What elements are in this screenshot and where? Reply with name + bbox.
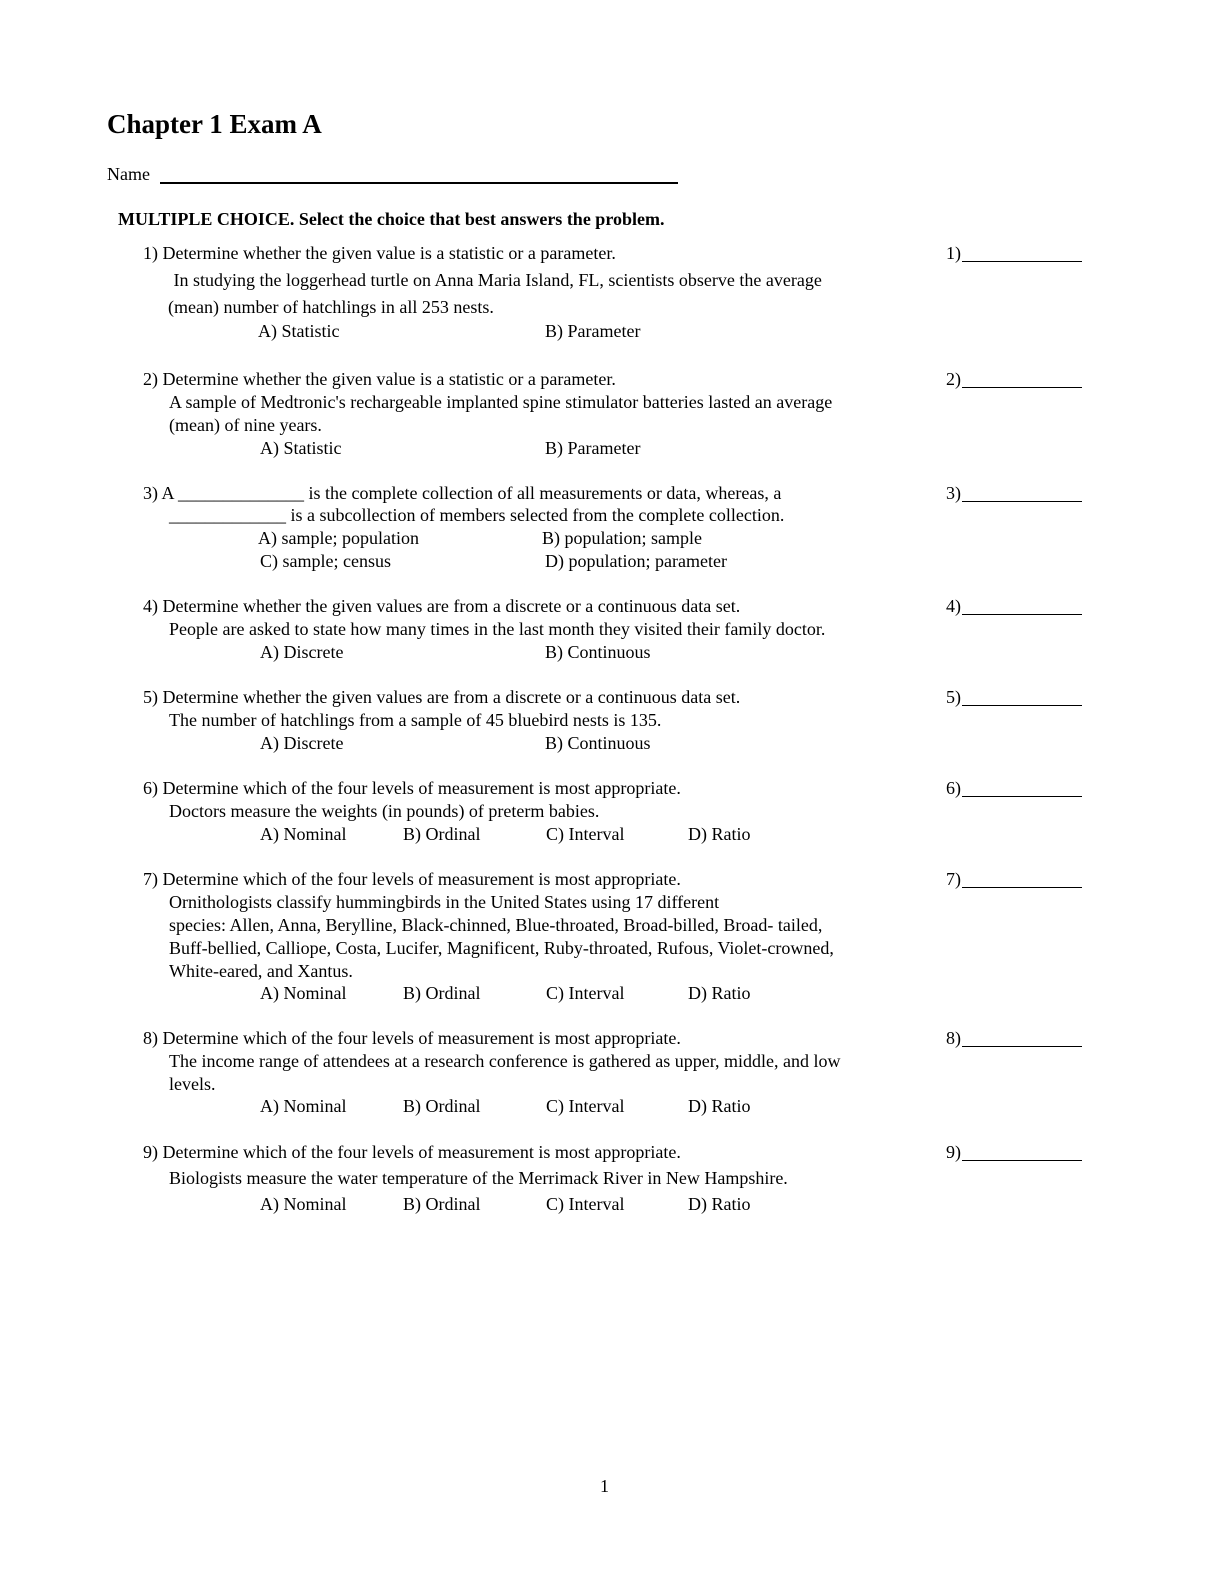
answer-line xyxy=(962,501,1082,502)
answer-blank xyxy=(946,1027,1082,1050)
question-text: Biologists measure the water temperature of the Merrimack River in New Hampshire. xyxy=(169,1168,788,1188)
question-stem: 9) Determine which of the four levels of measurement is most appropriate. xyxy=(143,1142,681,1162)
choice-b: B) Ordinal xyxy=(403,824,481,844)
name-label: Name xyxy=(107,164,150,184)
question-text: A sample of Medtronic's rechargeable implanted spine stimulator batteries lasted an average xyxy=(169,392,833,412)
question-text: The number of hatchlings from a sample of 45 bluebird nests is 135. xyxy=(169,710,662,730)
choice-c: C) sample; census xyxy=(260,551,391,571)
question-stem: 5) Determine whether the given values are from a discrete or a continuous data set. xyxy=(143,687,741,707)
answer-line xyxy=(962,705,1082,706)
question-text: _____________ is a subcollection of members selected from the complete collection. xyxy=(169,505,785,525)
question-stem: 6) Determine which of the four levels of measurement is most appropriate. xyxy=(143,778,681,798)
answer-blank xyxy=(946,242,1082,265)
choice-b: B) Parameter xyxy=(545,438,641,458)
choice-a: A) Statistic xyxy=(260,438,342,458)
choice-d: D) Ratio xyxy=(688,983,751,1003)
choice-d: D) Ratio xyxy=(688,1096,751,1116)
answer-number: 9) xyxy=(946,1142,961,1162)
choice-a: A) Discrete xyxy=(260,733,344,753)
question-text: People are asked to state how many times in the last month they visited their family doctor. xyxy=(169,619,826,639)
question-stem: 7) Determine which of the four levels of measurement is most appropriate. xyxy=(143,869,681,889)
choice-a: A) sample; population xyxy=(258,528,419,548)
question-text: White-eared, and Xantus. xyxy=(169,961,353,981)
instructions: MULTIPLE CHOICE. Select the choice that best answers the problem. xyxy=(118,209,665,229)
choice-a: A) Nominal xyxy=(260,1194,347,1214)
choice-d: D) Ratio xyxy=(688,1194,751,1214)
answer-blank xyxy=(946,686,1082,709)
answer-line xyxy=(962,614,1082,615)
choice-b: B) Continuous xyxy=(545,642,651,662)
question-text: Doctors measure the weights (in pounds) of preterm babies. xyxy=(169,801,600,821)
choice-b: B) Ordinal xyxy=(403,1096,481,1116)
answer-line xyxy=(962,261,1082,262)
answer-blank xyxy=(946,595,1082,618)
answer-blank xyxy=(946,1141,1082,1164)
choice-a: A) Statistic xyxy=(258,321,340,341)
question-text: (mean) of nine years. xyxy=(169,415,322,435)
choice-a: A) Discrete xyxy=(260,642,344,662)
answer-number: 6) xyxy=(946,778,961,798)
question-text: Buff-bellied, Calliope, Costa, Lucifer, Magnificent, Ruby-throated, Rufous, Violet-crowned, xyxy=(169,938,834,958)
question-text: (mean) number of hatchlings in all 253 nests. xyxy=(168,297,494,317)
question-stem: 8) Determine which of the four levels of measurement is most appropriate. xyxy=(143,1028,681,1048)
page-number: 1 xyxy=(600,1476,609,1496)
choice-d: D) Ratio xyxy=(688,824,751,844)
choice-b: B) Parameter xyxy=(545,321,641,341)
answer-line xyxy=(962,387,1082,388)
answer-number: 5) xyxy=(946,687,961,707)
choice-c: C) Interval xyxy=(546,983,625,1003)
question-stem: 3) A ______________ is the complete collection of all measurements or data, whereas, a xyxy=(143,483,782,503)
choice-c: C) Interval xyxy=(546,1096,625,1116)
choice-c: C) Interval xyxy=(546,824,625,844)
question-text: Ornithologists classify hummingbirds in the United States using 17 different xyxy=(169,892,720,912)
question-text: levels. xyxy=(169,1074,216,1094)
answer-blank xyxy=(946,368,1082,391)
answer-blank xyxy=(946,777,1082,800)
choice-a: A) Nominal xyxy=(260,824,347,844)
choice-b: B) Continuous xyxy=(545,733,651,753)
question-stem: 1) Determine whether the given value is a statistic or a parameter. xyxy=(143,243,616,263)
choice-c: C) Interval xyxy=(546,1194,625,1214)
answer-number: 2) xyxy=(946,369,961,389)
answer-blank xyxy=(946,482,1082,505)
answer-number: 7) xyxy=(946,869,961,889)
name-blank-line xyxy=(160,182,678,184)
answer-line xyxy=(962,1160,1082,1161)
question-text: In studying the loggerhead turtle on Anna Maria Island, FL, scientists observe the average xyxy=(169,270,822,290)
choice-a: A) Nominal xyxy=(260,983,347,1003)
choice-d: D) population; parameter xyxy=(545,551,727,571)
question-text: The income range of attendees at a research conference is gathered as upper, middle, and low xyxy=(169,1051,841,1071)
question-stem: 4) Determine whether the given values are from a discrete or a continuous data set. xyxy=(143,596,741,616)
answer-number: 1) xyxy=(946,243,961,263)
answer-line xyxy=(962,796,1082,797)
choice-b: B) Ordinal xyxy=(403,1194,481,1214)
answer-line xyxy=(962,887,1082,888)
exam-title: Chapter 1 Exam A xyxy=(107,109,322,139)
choice-b: B) population; sample xyxy=(542,528,702,548)
question-text: species: Allen, Anna, Berylline, Black-chinned, Blue-throated, Broad-billed, Broad- tailed, xyxy=(169,915,823,935)
answer-line xyxy=(962,1046,1082,1047)
answer-blank xyxy=(946,868,1082,891)
answer-number: 8) xyxy=(946,1028,961,1048)
choice-a: A) Nominal xyxy=(260,1096,347,1116)
answer-number: 3) xyxy=(946,483,961,503)
question-stem: 2) Determine whether the given value is a statistic or a parameter. xyxy=(143,369,616,389)
answer-number: 4) xyxy=(946,596,961,616)
choice-b: B) Ordinal xyxy=(403,983,481,1003)
